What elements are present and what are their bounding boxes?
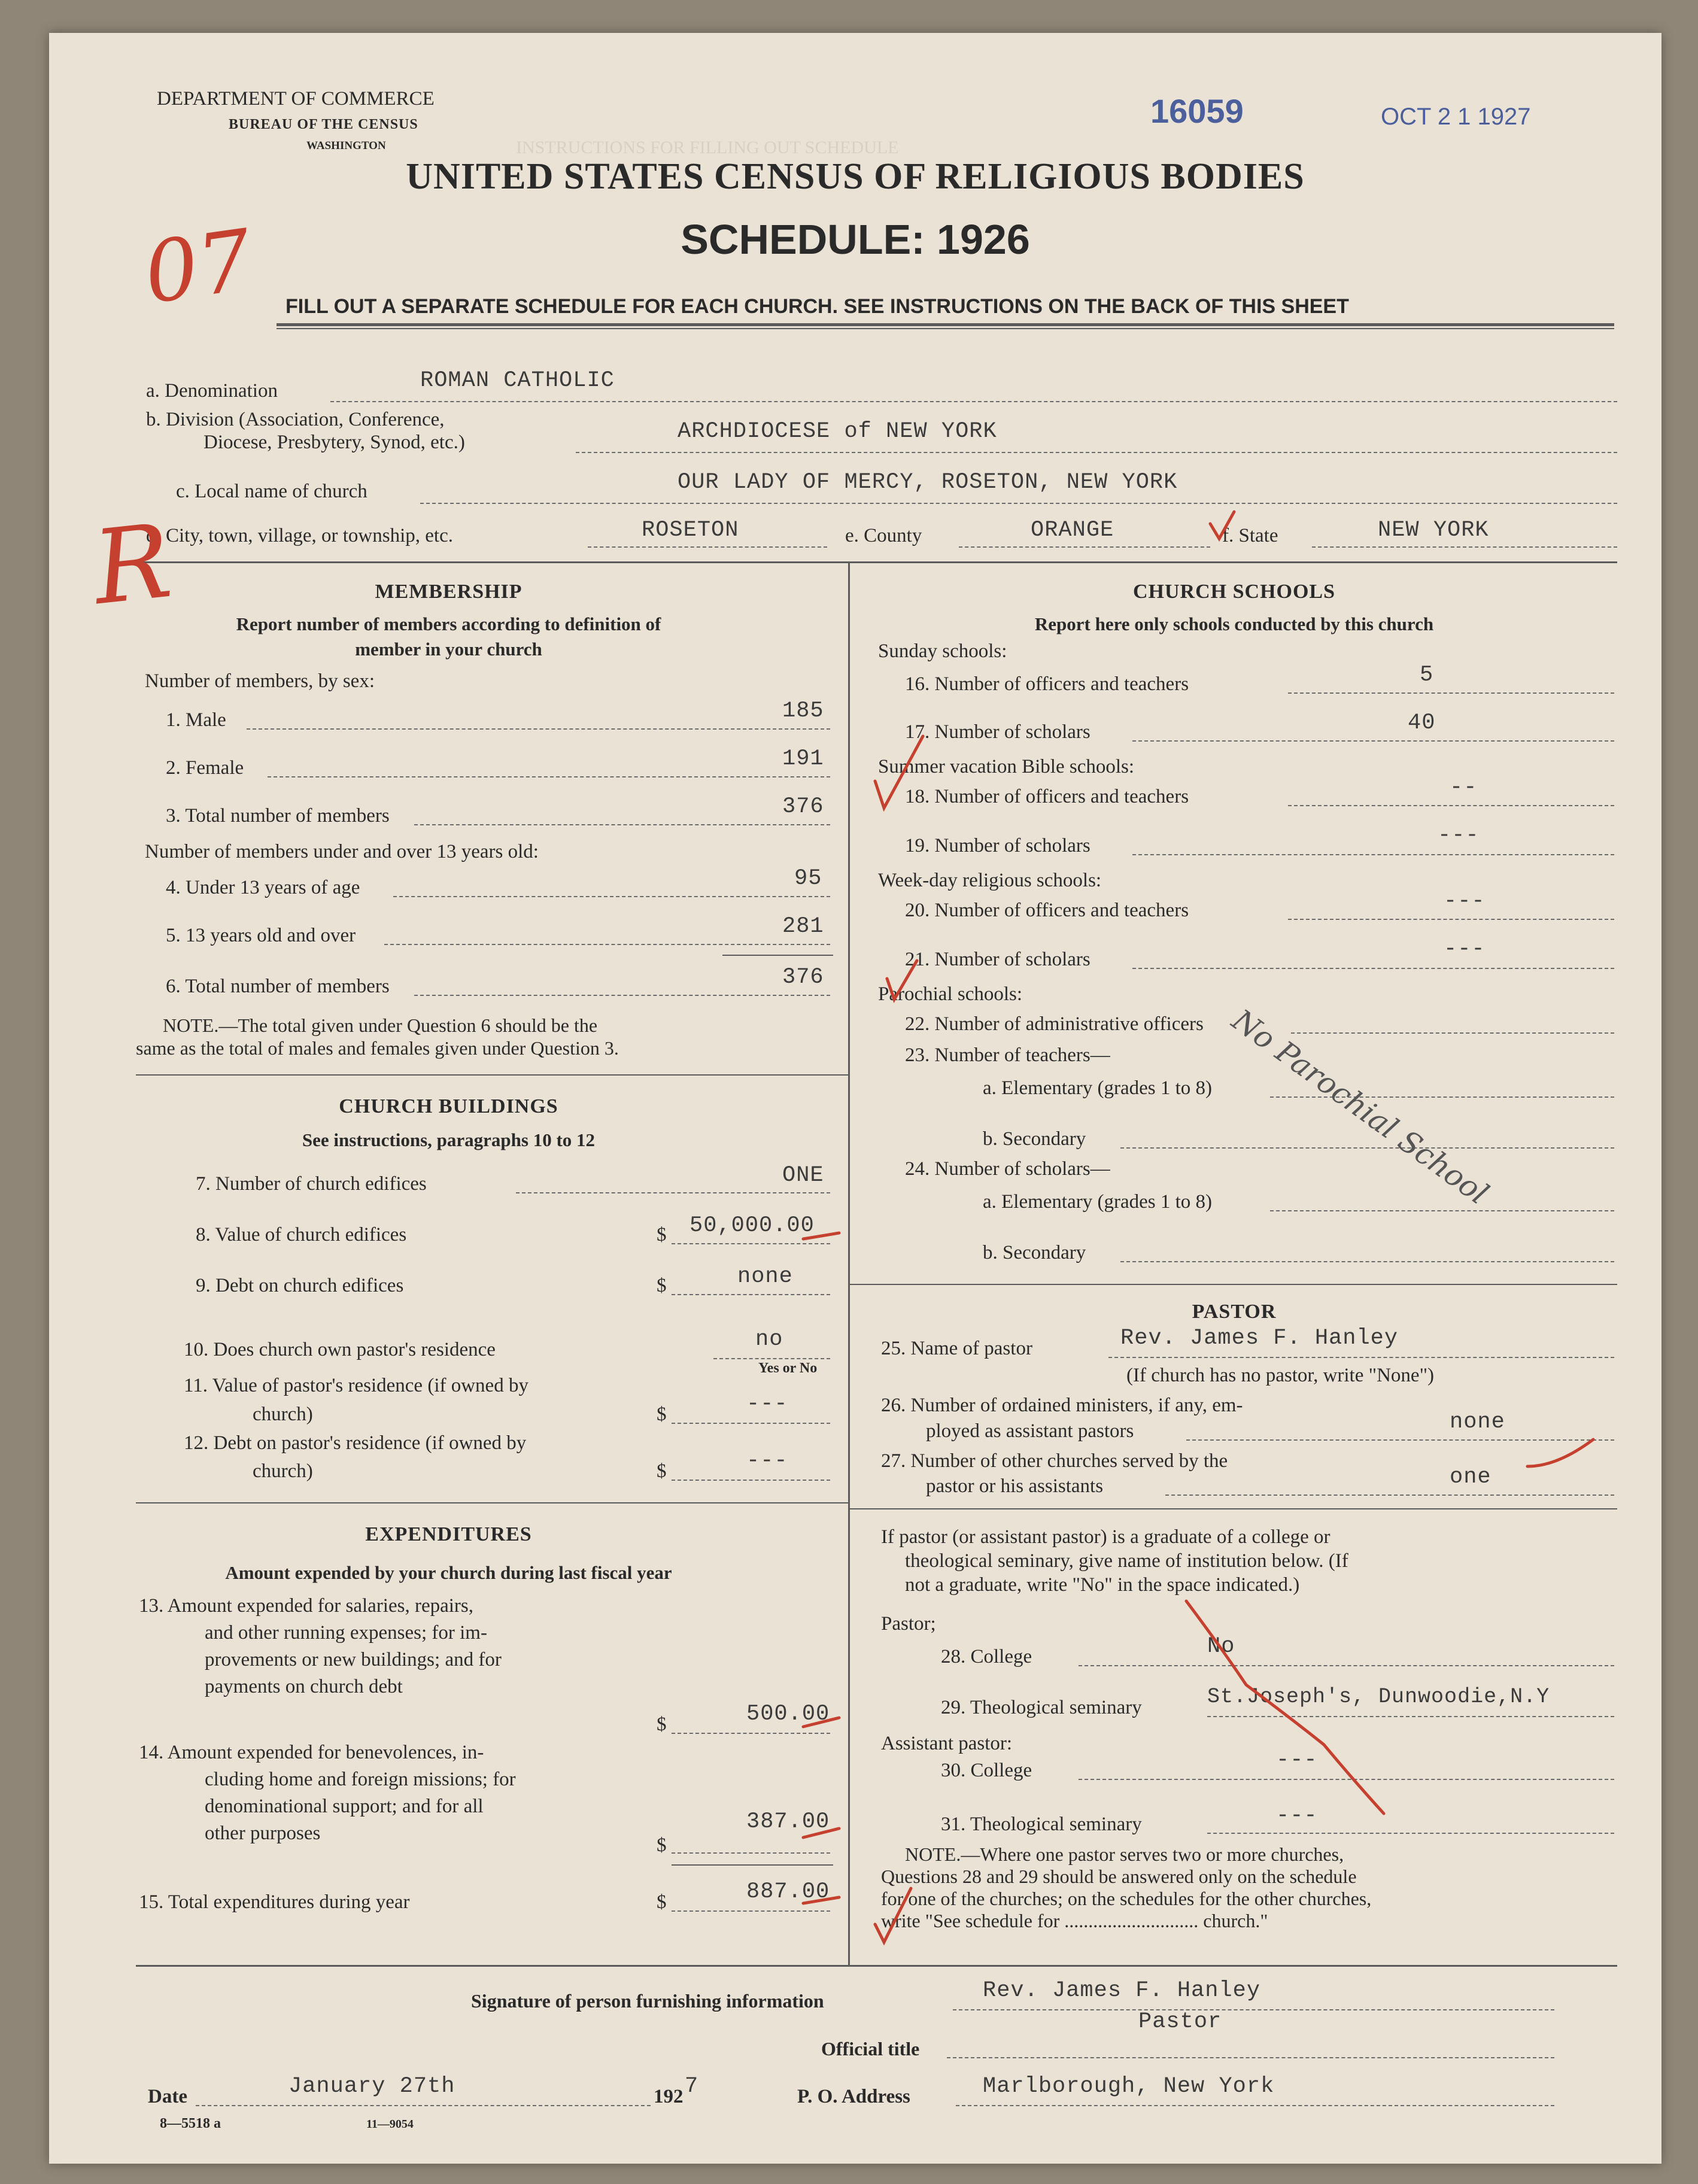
q7-value[interactable]: ONE [782,1163,824,1188]
po-address-label: P. O. Address [797,2086,910,2107]
buildings-title: CHURCH BUILDINGS [339,1095,558,1117]
q3-value[interactable]: 376 [782,794,824,819]
pastor-note-1: NOTE.—Where one pastor serves two or more churches, [905,1843,1344,1865]
state-value[interactable]: NEW YORK [1378,518,1489,543]
q13-dollar: $ [657,1714,667,1735]
q3-label: 3. Total number of members [166,805,390,827]
q13-value[interactable]: 500.00 [746,1702,830,1727]
q14-label-1: 14. Amount expended for benevolences, in- [139,1742,484,1763]
q14-label-3: denominational support; and for all [205,1796,484,1817]
q13-label-4: payments on church debt [205,1676,403,1697]
q30-value[interactable]: --- [1276,1748,1318,1773]
q25-note: (If church has no pastor, write "None") [1126,1365,1435,1386]
parochial-schools-label: Parochial schools: [878,983,1023,1005]
county-label: e. County [845,525,922,546]
q14-label-4: other purposes [205,1822,321,1844]
expenditures-title: EXPENDITURES [365,1523,532,1545]
check-mark-expenditures [875,1888,911,1942]
bureau-name: BUREAU OF THE CENSUS [229,117,418,132]
q12-label-1: 12. Debt on pastor's residence (if owned by [184,1432,527,1454]
denomination-value[interactable]: ROMAN CATHOLIC [420,368,615,393]
q31-value[interactable]: --- [1276,1803,1318,1828]
graduate-instruction-2: theological seminary, give name of institution below. (If [905,1550,1348,1572]
q15-value[interactable]: 887.00 [746,1879,830,1904]
members-by-sex-label: Number of members, by sex: [145,670,375,692]
county-value[interactable]: ORANGE [1031,518,1114,543]
q13-label-3: provements or new buildings; and for [205,1649,502,1670]
q19-value[interactable]: --- [1438,823,1480,848]
q31-label: 31. Theological seminary [941,1814,1142,1835]
q29-value[interactable]: St.Joseph's, Dunwoodie,N.Y [1207,1685,1550,1709]
q9-value[interactable]: none [737,1264,793,1289]
pastor-title: PASTOR [1192,1301,1277,1323]
bureau-city: WASHINGTON [306,139,386,152]
schedule-year: SCHEDULE: 1926 [681,216,1030,263]
members-by-age-label: Number of members under and over 13 years old: [145,841,539,862]
pastor-note-2: Questions 28 and 29 should be answered only on the schedule [881,1866,1357,1887]
signature-label: Signature of person furnishing information [471,1990,824,2012]
city-value[interactable]: ROSETON [642,518,739,543]
q26-label-1: 26. Number of ordained ministers, if any, em- [881,1395,1243,1416]
q14-label-2: cluding home and foreign missions; for [205,1769,516,1790]
q2-value[interactable]: 191 [782,746,824,771]
membership-note-2: same as the total of males and females given under Question 3. [136,1037,619,1059]
q7-label: 7. Number of church edifices [196,1173,427,1195]
q20-value[interactable]: --- [1444,889,1486,914]
check-mark-other-churches [1527,1439,1593,1466]
check-mark-total-members [887,961,917,1000]
q23-label: 23. Number of teachers— [905,1044,1110,1066]
stamp-date: OCT 2 1 1927 [1381,104,1531,130]
official-title-label: Official title [821,2038,920,2060]
q12-dollar: $ [657,1460,667,1482]
pastor-subheading: Pastor; [881,1613,936,1635]
census-schedule-sheet [49,33,1661,2164]
year-prefix: 192 [654,2086,684,2107]
q16-label: 16. Number of officers and teachers [905,673,1189,695]
q17-label: 17. Number of scholars [905,721,1091,743]
local-name-label: c. Local name of church [176,481,367,502]
division-label-1: b. Division (Association, Conference, [146,409,445,430]
q24b-label: b. Secondary [983,1242,1086,1263]
q14-dollar: $ [657,1834,667,1856]
q5-label: 5. 13 years old and over [166,925,356,946]
q5-value[interactable]: 281 [782,914,824,939]
q25-label: 25. Name of pastor [881,1338,1032,1359]
q11-value[interactable]: --- [746,1392,788,1417]
city-label: d. City, town, village, or township, etc. [146,525,453,546]
membership-note-1: NOTE.—The total given under Question 6 should be the [163,1014,598,1036]
date-value[interactable]: January 27th [288,2074,455,2099]
q23b-label: b. Secondary [983,1128,1086,1150]
q9-dollar: $ [657,1275,667,1296]
q21-value[interactable]: --- [1444,937,1486,962]
q12-label-2: church) [253,1460,313,1482]
official-title-value[interactable]: Pastor [1138,2009,1222,2034]
q17-value[interactable]: 40 [1408,710,1436,736]
q18-value[interactable]: -- [1450,775,1478,800]
q11-dollar: $ [657,1404,667,1425]
sunday-schools-label: Sunday schools: [878,640,1007,662]
summer-schools-label: Summer vacation Bible schools: [878,756,1135,777]
q24-label: 24. Number of scholars— [905,1158,1110,1180]
q9-label: 9. Debt on church edifices [196,1275,404,1296]
weekday-schools-label: Week-day religious schools: [878,870,1102,891]
membership-sub-1: Report number of members according to definition of [236,613,661,634]
q20-label: 20. Number of officers and teachers [905,900,1189,921]
membership-sub-2: member in your church [355,639,542,660]
q15-dollar: $ [657,1891,667,1913]
q6-label: 6. Total number of members [166,976,390,997]
denomination-label: a. Denomination [146,380,278,402]
department-name: DEPARTMENT OF COMMERCE [157,88,435,110]
q28-label: 28. College [941,1646,1032,1667]
check-mark-state [1210,512,1234,539]
q26-value[interactable]: none [1450,1410,1505,1435]
q26-label-2: ployed as assistant pastors [926,1420,1134,1442]
q27-label-1: 27. Number of other churches served by the [881,1450,1228,1472]
q8-value[interactable]: 50,000.00 [689,1213,815,1238]
q11-label-1: 11. Value of pastor's residence (if owned by [184,1375,528,1396]
q18-label: 18. Number of officers and teachers [905,786,1189,807]
form-title: UNITED STATES CENSUS OF RELIGIOUS BODIES [406,156,1305,197]
form-number: 8—5518 a [160,2116,221,2131]
strike-value-expenditure-15 [803,1897,839,1903]
division-value[interactable]: ARCHDIOCESE of NEW YORK [678,419,997,444]
handwritten-no-parochial-school: No Parochial School [1225,1003,1495,1211]
check-mark-members [875,736,923,808]
schools-sub: Report here only schools conducted by this church [1034,613,1434,634]
q12-value[interactable]: --- [746,1448,788,1474]
print-number: 11—9054 [366,2118,414,2131]
strike-value-expenditure-14 [803,1828,839,1837]
state-label: f. State [1222,525,1278,546]
q14-value[interactable]: 387.00 [746,1809,830,1834]
pastor-note-3: for one of the churches; on the schedules for the other churches, [881,1888,1372,1909]
q8-label: 8. Value of church edifices [196,1224,407,1246]
q30-label: 30. College [941,1760,1032,1781]
q2-label: 2. Female [166,757,244,779]
red-annotation-07: 07 [138,211,258,323]
q28-value[interactable]: No [1207,1634,1235,1659]
stamp-number: 16059 [1150,92,1244,130]
q21-label: 21. Number of scholars [905,949,1091,970]
q27-label-2: pastor or his assistants [926,1475,1104,1497]
assistant-pastor-subheading: Assistant pastor: [881,1733,1013,1754]
q22-label: 22. Number of administrative officers [905,1013,1204,1035]
schools-title: CHURCH SCHOOLS [1133,581,1335,603]
graduate-instruction-1: If pastor (or assistant pastor) is a graduate of a college or [881,1526,1331,1548]
signature-value[interactable]: Rev. James F. Hanley [983,1978,1261,2003]
pastor-note-4: write "See schedule for ............................ church." [881,1910,1268,1931]
q24a-label: a. Elementary (grades 1 to 8) [983,1191,1213,1213]
q15-label: 15. Total expenditures during year [139,1891,410,1913]
strike-value-edifices [803,1233,839,1239]
local-name-value[interactable]: OUR LADY OF MERCY, ROSETON, NEW YORK [678,470,1178,495]
buildings-sub: See instructions, paragraphs 10 to 12 [302,1129,596,1150]
bleed-through-text: INSTRUCTIONS FOR FILLING OUT SCHEDULE [516,138,899,157]
instruction-banner: FILL OUT A SEPARATE SCHEDULE FOR EACH CHURCH. SEE INSTRUCTIONS ON THE BACK OF THIS SHEET [285,295,1349,318]
q19-label: 19. Number of scholars [905,835,1091,856]
q11-label-2: church) [253,1404,313,1425]
q27-value[interactable]: one [1450,1465,1492,1490]
year-suffix-value[interactable]: 7 [685,2074,699,2099]
q29-label: 29. Theological seminary [941,1697,1142,1718]
q10-value[interactable]: no [755,1327,783,1352]
red-line-pastor-seminary [1186,1601,1384,1814]
q4-label: 4. Under 13 years of age [166,877,360,898]
q4-value[interactable]: 95 [794,866,822,891]
date-label: Date [148,2086,187,2107]
q23a-label: a. Elementary (grades 1 to 8) [983,1077,1213,1099]
q16-value[interactable]: 5 [1420,663,1434,688]
expenditures-sub: Amount expended by your church during last fiscal year [225,1562,672,1583]
membership-title: MEMBERSHIP [375,581,523,603]
red-check-marks [49,33,1661,2164]
q8-dollar: $ [657,1224,667,1246]
po-address-value[interactable]: Marlborough, New York [983,2074,1275,2099]
strike-value-expenditure-13 [803,1718,839,1727]
q1-value[interactable]: 185 [782,698,824,724]
q13-label-2: and other running expenses; for im- [205,1622,487,1644]
q6-value[interactable]: 376 [782,965,824,990]
q10-label: 10. Does church own pastor's residence [184,1339,496,1360]
graduate-instruction-3: not a graduate, write "No" in the space indicated.) [905,1574,1300,1596]
division-label-2: Diocese, Presbytery, Synod, etc.) [203,432,465,453]
q13-label-1: 13. Amount expended for salaries, repairs, [139,1595,474,1617]
q10-yes-no-hint: Yes or No [758,1360,818,1376]
pastor-name-value[interactable]: Rev. James F. Hanley [1120,1326,1399,1351]
red-annotation-r: R [88,502,177,628]
q1-label: 1. Male [166,709,226,731]
